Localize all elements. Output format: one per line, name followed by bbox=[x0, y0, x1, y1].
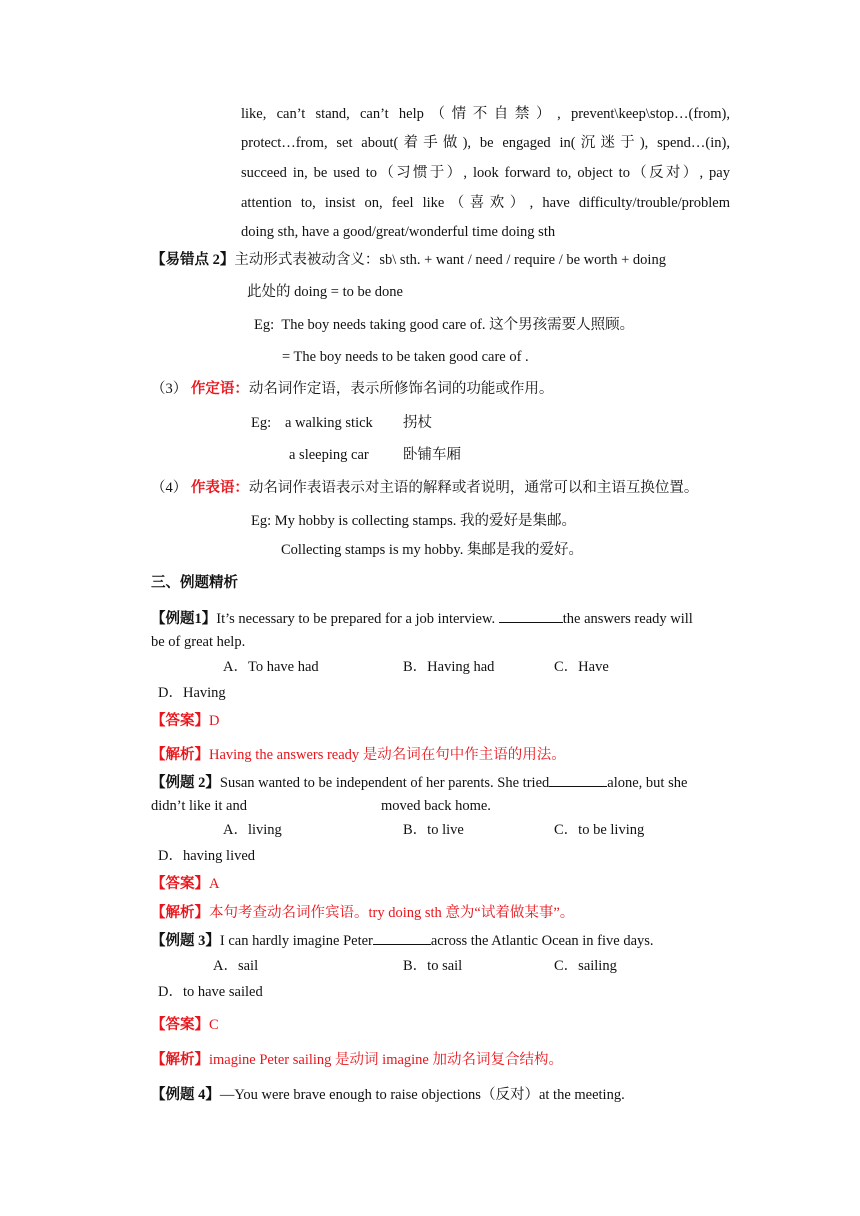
sec3-ex2-zh: 卧铺车厢 bbox=[403, 447, 461, 463]
intro-line-4: attention to, insist on, feel like（喜欢）, have difficulty/trouble/problem bbox=[241, 195, 730, 211]
example2-option-c: C．to be living bbox=[554, 822, 645, 838]
sec3-eg-label: Eg: bbox=[251, 415, 272, 431]
point2-eg1-text: The boy needs taking good care of. 这个男孩需要人照顾。 bbox=[281, 317, 635, 333]
example1-option-b: B．Having had bbox=[403, 659, 495, 675]
example3-q-part2: across the Atlantic Ocean in five days. bbox=[430, 933, 654, 949]
sec4-num: （4） bbox=[151, 480, 188, 496]
sec4-eg2: Collecting stamps is my hobby. 集邮是我的爱好。 bbox=[281, 542, 583, 558]
answer-label: 【答案】 bbox=[151, 1017, 209, 1033]
example3-option-d: D．to have sailed bbox=[158, 984, 263, 1000]
point2-note: 此处的 doing = to be done bbox=[247, 284, 403, 300]
eg-label: Eg: bbox=[254, 317, 275, 333]
answer-label: 【答案】 bbox=[151, 876, 209, 892]
sec4-title: 作表语： bbox=[190, 480, 249, 496]
example3-tag: 【例题 3】 bbox=[151, 933, 220, 949]
answer-blank bbox=[499, 608, 563, 623]
example1-tag: 【例题1】 bbox=[151, 611, 217, 627]
example1-analysis bbox=[151, 746, 566, 764]
example3-question-line1 bbox=[151, 930, 654, 950]
sec3-ex1-en: a walking stick bbox=[285, 415, 373, 431]
example4-q: —You were brave enough to raise objections（反对）at the meeting. bbox=[219, 1087, 625, 1103]
sec4-desc: 动名词作表语表示对主语的解释或者说明，通常可以和主语互换位置。 bbox=[248, 480, 699, 496]
answer-label: 【答案】 bbox=[151, 713, 209, 729]
point2-text: 主动形式表被动含义：sb\ sth. + want / need / require / be worth + doing bbox=[234, 252, 666, 268]
example1-question-line2: be of great help. bbox=[151, 634, 246, 650]
example1-q-part2: the answers ready will bbox=[562, 611, 693, 627]
sec4-line bbox=[151, 479, 698, 497]
example2-question-line1 bbox=[151, 772, 687, 792]
sec3-ex1-zh: 拐杖 bbox=[403, 415, 432, 431]
point2-line bbox=[151, 251, 666, 269]
example1-answer bbox=[151, 712, 219, 730]
example3-option-a: A．sail bbox=[213, 958, 259, 974]
answer-blank bbox=[373, 930, 431, 945]
example2-question-line2a: didn’t like it and bbox=[151, 798, 247, 814]
example3-option-b: B．to sail bbox=[403, 958, 463, 974]
example1-option-c: C．Have bbox=[554, 659, 609, 675]
example2-q-part2: alone, but she bbox=[607, 775, 688, 791]
answer-blank bbox=[549, 772, 607, 787]
example4-tag: 【例题 4】 bbox=[151, 1087, 220, 1103]
example1-question-line1 bbox=[151, 608, 693, 628]
point2-tag: 【易错点 2】 bbox=[151, 252, 235, 268]
example3-option-c: C．sailing bbox=[554, 958, 617, 974]
analysis-text: imagine Peter sailing 是动词 imagine 加动名词复合结构。 bbox=[209, 1052, 563, 1068]
example1-q-part1: It’s necessary to be prepared for a job interview. bbox=[216, 611, 499, 627]
example2-analysis bbox=[151, 904, 574, 922]
point2-eg1 bbox=[254, 316, 634, 334]
example2-option-d: D．having lived bbox=[158, 848, 256, 864]
example2-question-line2b: moved back home. bbox=[381, 798, 491, 814]
example2-option-a: A．living bbox=[223, 822, 282, 838]
analysis-label: 【解析】 bbox=[151, 1052, 209, 1068]
answer-value: A bbox=[209, 876, 220, 892]
intro-line-1: like, can’t stand, can’t help（情不自禁）, prevent\keep\stop…(from), bbox=[241, 106, 730, 122]
analysis-text: 本句考查动名词作宾语。try doing sth 意为“试着做某事”。 bbox=[209, 905, 575, 921]
example2-q-part1: Susan wanted to be independent of her parents. She tried bbox=[219, 775, 550, 791]
intro-line-3: succeed in, be used to（习惯于）, look forward to, object to（反对）, pay bbox=[241, 165, 730, 181]
example3-answer bbox=[151, 1016, 219, 1034]
section-heading: 三、例题精析 bbox=[151, 575, 238, 591]
example3-analysis bbox=[151, 1051, 563, 1069]
example2-option-b: B．to live bbox=[403, 822, 464, 838]
analysis-label: 【解析】 bbox=[151, 747, 209, 763]
example1-option-d: D．Having bbox=[158, 685, 226, 701]
answer-value: C bbox=[209, 1017, 219, 1033]
analysis-label: 【解析】 bbox=[151, 905, 209, 921]
example2-tag: 【例题 2】 bbox=[151, 775, 220, 791]
sec4-eg1: Eg: My hobby is collecting stamps. 我的爱好是集邮。 bbox=[251, 513, 577, 529]
intro-line-5: doing sth, have a good/great/wonderful time doing sth bbox=[241, 224, 556, 240]
sec3-num: （3） bbox=[151, 381, 188, 397]
example1-option-a: A．To have had bbox=[223, 659, 319, 675]
intro-line-2: protect…from, set about(着手做), be engaged in(沉迷于), spend…(in), bbox=[241, 135, 730, 151]
sec3-line bbox=[151, 380, 553, 398]
example3-q-part1: I can hardly imagine Peter bbox=[219, 933, 373, 949]
sec3-ex2-en: a sleeping car bbox=[289, 447, 369, 463]
sec3-title: 作定语： bbox=[190, 381, 249, 397]
answer-value: D bbox=[209, 713, 220, 729]
point2-eg2: = The boy needs to be taken good care of . bbox=[282, 349, 529, 365]
example2-answer bbox=[151, 875, 219, 893]
example4-question-line1 bbox=[151, 1086, 625, 1104]
analysis-text: Having the answers ready 是动名词在句中作主语的用法。 bbox=[209, 747, 566, 763]
sec3-desc: 动名词作定语，表示所修饰名词的功能或作用。 bbox=[248, 381, 554, 397]
